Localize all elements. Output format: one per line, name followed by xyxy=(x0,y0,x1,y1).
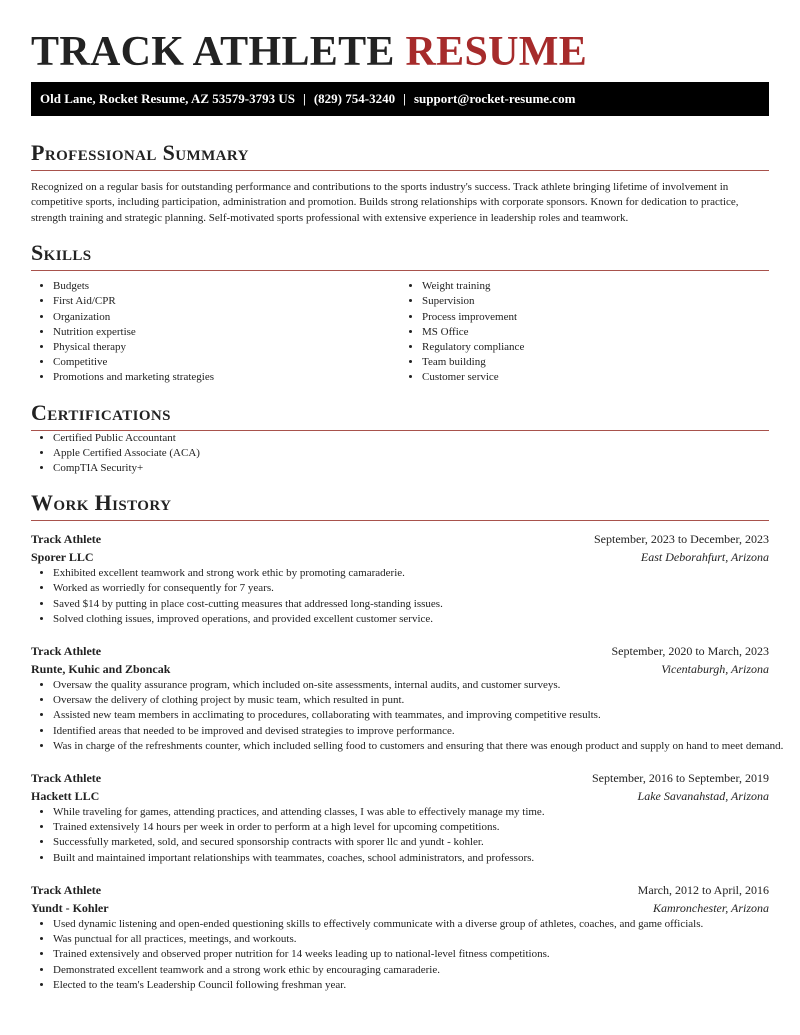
skill-item: • Regulatory compliance xyxy=(422,340,769,355)
skill-item: • Budgets xyxy=(53,279,400,294)
skills-section xyxy=(31,240,769,385)
job-company: Hackett LLC xyxy=(31,789,100,804)
resume-title xyxy=(31,0,769,82)
skill-item: • Supervision xyxy=(422,294,769,309)
job-title: Track Athlete xyxy=(31,532,102,547)
job-title: Track Athlete xyxy=(31,882,102,897)
job-duty: • Elected to the team's Leadership Council following freshman year. xyxy=(53,978,769,993)
job-duty: • Was punctual for all practices, meetings, and workouts. xyxy=(53,932,769,947)
skill-item: • MS Office xyxy=(422,325,769,340)
job-entry xyxy=(31,530,769,627)
certifications-list xyxy=(31,431,769,477)
title-main: TRACK ATHLETE xyxy=(31,29,395,75)
job-duty: • Used dynamic listening and open-ended questioning skills to effectively communicate with a diverse group of athletes, coaches, and game officials. xyxy=(53,917,769,932)
job-title: Track Athlete xyxy=(31,771,102,786)
job-duty: • Was in charge of the refreshments counter, which included selling food to customers and ensuring that there was enough product and supply on hand to meet demand. xyxy=(53,739,769,754)
skill-item: • Customer service xyxy=(422,370,769,385)
job-entry xyxy=(31,769,769,866)
job-header xyxy=(31,881,769,899)
certifications-heading: Certifications xyxy=(31,400,769,431)
job-duties xyxy=(31,566,769,627)
job-duty: • Assisted new team members in acclimating to procedures, collaborating with teammates, and improving competitive results. xyxy=(53,708,769,723)
skill-item: • Nutrition expertise xyxy=(53,325,400,340)
title-accent: RESUME xyxy=(405,29,588,75)
job-duties xyxy=(31,805,769,866)
job-header xyxy=(31,769,769,787)
job-title: Track Athlete xyxy=(31,644,102,659)
job-company: Sporer LLC xyxy=(31,550,94,565)
job-duties xyxy=(31,917,769,993)
job-dates: September, 2023 to December, 2023 xyxy=(594,532,769,547)
job-subheader xyxy=(31,899,769,917)
certifications-section xyxy=(31,400,769,477)
job-duty: • Demonstrated excellent teamwork and a strong work ethic by encouraging camaraderie. xyxy=(53,963,769,978)
job-duty: • Trained extensively 14 hours per week in order to perform at a high level for upcoming competitions. xyxy=(53,820,769,835)
job-header xyxy=(31,530,769,548)
contact-separator: | xyxy=(403,91,406,106)
skill-item: • First Aid/CPR xyxy=(53,294,400,309)
job-location: Vicentaburgh, Arizona xyxy=(661,662,769,677)
job-dates: March, 2012 to April, 2016 xyxy=(637,882,769,897)
job-location: Kamronchester, Arizona xyxy=(652,900,769,915)
contact-separator: | xyxy=(302,91,306,106)
contact-email[interactable]: support@rocket-resume.com xyxy=(413,91,576,106)
job-duties xyxy=(31,678,784,754)
job-duty: • Built and maintained important relationships with teammates, coaches, school administrators, and professors. xyxy=(53,851,769,866)
job-location: East Deborahfurt, Arizona xyxy=(640,550,769,565)
skills-heading: Skills xyxy=(31,240,769,271)
work-history-heading: Work History xyxy=(31,490,769,521)
job-company: Runte, Kuhic and Zboncak xyxy=(31,662,171,677)
certification-item: • Apple Certified Associate (ACA) xyxy=(53,446,769,461)
skill-item: • Competitive xyxy=(53,355,400,370)
job-dates: September, 2020 to March, 2023 xyxy=(611,644,769,659)
job-header xyxy=(31,642,769,660)
job-duty: • Oversaw the quality assurance program, which included on-site assessments, internal audits, and customer surveys. xyxy=(53,678,769,693)
skill-item: • Promotions and marketing strategies xyxy=(53,370,400,385)
certification-item: • CompTIA Security+ xyxy=(53,461,769,476)
contact-address: Old Lane, Rocket Resume, AZ 53579-3793 US xyxy=(40,91,295,106)
job-entry xyxy=(31,881,769,993)
skill-item: • Process improvement xyxy=(422,310,769,325)
summary-section xyxy=(31,140,769,226)
job-subheader xyxy=(31,660,769,678)
skill-item: • Team building xyxy=(422,355,769,370)
certification-item: • Certified Public Accountant xyxy=(53,431,769,446)
contact-phone[interactable]: (829) 754-3240 xyxy=(313,91,396,106)
summary-heading: Professional Summary xyxy=(31,140,769,171)
job-duty: • Worked as worriedly for consequently for 7 years. xyxy=(53,581,769,596)
job-dates: September, 2016 to September, 2019 xyxy=(591,771,769,786)
job-location: Lake Savanahstad, Arizona xyxy=(637,789,769,804)
job-company: Yundt - Kohler xyxy=(31,900,109,915)
skills-grid xyxy=(31,279,769,385)
summary-text: Recognized on a regular basis for outstanding performance and contributions to the sports industry's success. Track athlete bringing lifetime of involvement in competitive sports, including participation, administration and promotion. Builds strong relationships with corporate sponsors. Known for dedication to practice, strength training and strategic planning. Self-motivated sports professional with extensive experience in leadership roles and teamwork. xyxy=(31,181,739,224)
job-duty: • While traveling for games, attending practices, and attending classes, I was able to effectively manage my time. xyxy=(53,805,769,820)
job-duty: • Saved $14 by putting in place cost-cutting measures that addressed long-standing issues. xyxy=(53,597,769,612)
job-duty: • Successfully marketed, sold, and secured sponsorship contracts with sporer llc and yundt - kohler. xyxy=(53,835,769,850)
job-subheader xyxy=(31,787,769,805)
job-duty: • Oversaw the delivery of clothing project by music team, which resulted in punt. xyxy=(53,693,769,708)
job-duty: • Trained extensively and observed proper nutrition for 14 weeks leading up to national-level fitness competitions. xyxy=(53,947,769,962)
job-entry xyxy=(31,642,784,754)
job-duty: • Identified areas that needed to be improved and devised strategies to improve performance. xyxy=(53,724,769,739)
contact-bar xyxy=(31,82,769,116)
work-history-section xyxy=(31,490,784,993)
skills-list-left xyxy=(31,279,400,385)
job-duty: • Solved clothing issues, improved operations, and provided excellent customer service. xyxy=(53,612,769,627)
skill-item: • Weight training xyxy=(422,279,769,294)
skills-list-right xyxy=(400,279,769,385)
job-duty: • Exhibited excellent teamwork and strong work ethic by promoting camaraderie. xyxy=(53,566,769,581)
skill-item: • Physical therapy xyxy=(53,340,400,355)
job-subheader xyxy=(31,548,769,566)
skill-item: • Organization xyxy=(53,310,400,325)
